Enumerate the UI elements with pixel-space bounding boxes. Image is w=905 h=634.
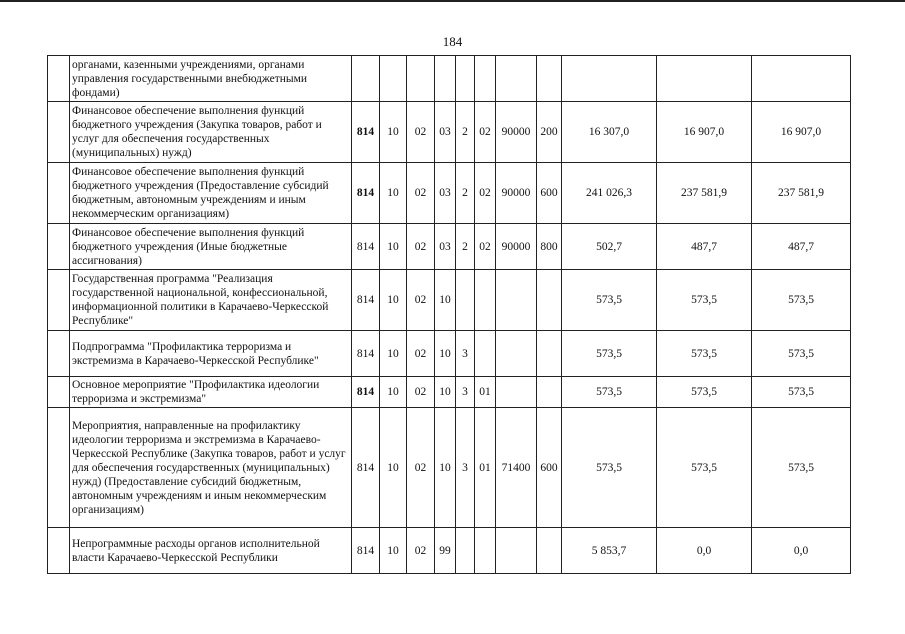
target-code-direction	[496, 331, 537, 377]
row-number-cell	[48, 270, 70, 331]
target-code-direction: 90000	[496, 163, 537, 224]
target-code-activity	[475, 528, 496, 574]
row-name: Финансовое обеспечение выполнения функций бюджетного учреждения (Закупка товаров, работ и услуг для обеспечения государственных (муниципальных) нужд)	[70, 102, 352, 163]
amount-year-3: 16 907,0	[752, 102, 851, 163]
page-top-edge-line	[0, 0, 905, 2]
target-code-program: 10	[435, 331, 456, 377]
target-code-direction	[496, 56, 537, 102]
ved-code: 814	[352, 331, 380, 377]
target-code-direction	[496, 270, 537, 331]
target-code-activity: 01	[475, 377, 496, 408]
ved-code: 814	[352, 528, 380, 574]
target-code-direction: 90000	[496, 102, 537, 163]
target-code-subprogram	[456, 56, 475, 102]
table-row	[48, 270, 851, 331]
subsection-code: 02	[407, 102, 435, 163]
amount-year-2	[657, 56, 752, 102]
target-code-activity: 01	[475, 408, 496, 528]
target-code-activity: 02	[475, 224, 496, 270]
ved-code: 814	[352, 102, 380, 163]
row-number-cell	[48, 331, 70, 377]
row-number-cell	[48, 224, 70, 270]
row-name: Финансовое обеспечение выполнения функций бюджетного учреждения (Иные бюджетные ассигнования)	[70, 224, 352, 270]
amount-year-3: 573,5	[752, 377, 851, 408]
table-row	[48, 102, 851, 163]
ved-code: 814	[352, 408, 380, 528]
amount-year-2: 237 581,9	[657, 163, 752, 224]
row-number-cell	[48, 408, 70, 528]
row-number-cell	[48, 102, 70, 163]
target-code-subprogram: 3	[456, 377, 475, 408]
ved-code: 814	[352, 224, 380, 270]
amount-year-1: 573,5	[562, 270, 657, 331]
table-row	[48, 163, 851, 224]
target-code-subprogram: 2	[456, 224, 475, 270]
amount-year-2: 16 907,0	[657, 102, 752, 163]
target-code-program: 03	[435, 224, 456, 270]
amount-year-1: 573,5	[562, 377, 657, 408]
target-code-subprogram: 2	[456, 163, 475, 224]
section-code: 10	[380, 163, 407, 224]
subsection-code: 02	[407, 270, 435, 331]
amount-year-1: 241 026,3	[562, 163, 657, 224]
expense-type-code: 600	[537, 408, 562, 528]
amount-year-1: 5 853,7	[562, 528, 657, 574]
target-code-program: 10	[435, 270, 456, 331]
amount-year-3: 573,5	[752, 331, 851, 377]
ved-code	[352, 56, 380, 102]
target-code-subprogram	[456, 270, 475, 331]
subsection-code: 02	[407, 163, 435, 224]
section-code: 10	[380, 408, 407, 528]
expense-type-code: 800	[537, 224, 562, 270]
amount-year-2: 573,5	[657, 377, 752, 408]
row-number-cell	[48, 377, 70, 408]
subsection-code: 02	[407, 528, 435, 574]
target-code-activity: 02	[475, 102, 496, 163]
ved-code: 814	[352, 270, 380, 331]
target-code-program: 03	[435, 163, 456, 224]
target-code-subprogram: 3	[456, 331, 475, 377]
row-name: Государственная программа "Реализация государственной национальной, конфессиональной, информационной политики в Карачаево-Черкесской Республике"	[70, 270, 352, 331]
expense-type-code	[537, 270, 562, 331]
amount-year-2: 573,5	[657, 270, 752, 331]
target-code-program: 99	[435, 528, 456, 574]
amount-year-2: 487,7	[657, 224, 752, 270]
row-number-cell	[48, 163, 70, 224]
table-row	[48, 377, 851, 408]
page-number: 184	[442, 34, 463, 49]
amount-year-1: 573,5	[562, 408, 657, 528]
expense-type-code	[537, 56, 562, 102]
section-code: 10	[380, 270, 407, 331]
amount-year-1	[562, 56, 657, 102]
expense-type-code	[537, 528, 562, 574]
target-code-direction	[496, 377, 537, 408]
target-code-activity	[475, 331, 496, 377]
row-name: органами, казенными учреждениями, органами управления государственными внебюджетными фондами)	[70, 56, 352, 102]
budget-table	[47, 55, 851, 574]
target-code-subprogram: 3	[456, 408, 475, 528]
target-code-program	[435, 56, 456, 102]
table-row	[48, 528, 851, 574]
amount-year-1: 16 307,0	[562, 102, 657, 163]
expense-type-code	[537, 377, 562, 408]
table-row	[48, 331, 851, 377]
amount-year-2: 573,5	[657, 408, 752, 528]
table-row	[48, 408, 851, 528]
amount-year-2: 573,5	[657, 331, 752, 377]
target-code-direction	[496, 528, 537, 574]
amount-year-2: 0,0	[657, 528, 752, 574]
ved-code: 814	[352, 163, 380, 224]
subsection-code: 02	[407, 377, 435, 408]
section-code: 10	[380, 377, 407, 408]
section-code: 10	[380, 224, 407, 270]
target-code-program: 03	[435, 102, 456, 163]
target-code-activity	[475, 270, 496, 331]
section-code: 10	[380, 528, 407, 574]
table-row	[48, 224, 851, 270]
amount-year-3	[752, 56, 851, 102]
section-code: 10	[380, 331, 407, 377]
section-code	[380, 56, 407, 102]
section-code: 10	[380, 102, 407, 163]
target-code-program: 10	[435, 408, 456, 528]
row-name: Непрограммные расходы органов исполнительной власти Карачаево-Черкесской Республики	[70, 528, 352, 574]
row-name: Основное мероприятие "Профилактика идеологии терроризма и экстремизма"	[70, 377, 352, 408]
amount-year-3: 573,5	[752, 270, 851, 331]
subsection-code: 02	[407, 224, 435, 270]
row-number-cell	[48, 528, 70, 574]
row-number-cell	[48, 56, 70, 102]
expense-type-code: 200	[537, 102, 562, 163]
subsection-code: 02	[407, 331, 435, 377]
target-code-activity: 02	[475, 163, 496, 224]
amount-year-1: 573,5	[562, 331, 657, 377]
ved-code: 814	[352, 377, 380, 408]
expense-type-code	[537, 331, 562, 377]
target-code-program: 10	[435, 377, 456, 408]
amount-year-1: 502,7	[562, 224, 657, 270]
amount-year-3: 0,0	[752, 528, 851, 574]
target-code-subprogram	[456, 528, 475, 574]
subsection-code: 02	[407, 408, 435, 528]
target-code-direction: 71400	[496, 408, 537, 528]
expense-type-code: 600	[537, 163, 562, 224]
amount-year-3: 487,7	[752, 224, 851, 270]
row-name: Мероприятия, направленные на профилактику идеологии терроризма и экстремизма в Карачаево-Черкесской Республике (Закупка товаров, работ и услуг для обеспечения государственных (муниципальных) нужд) (Предоставление субсидий бюджетным, автономным учреждениям и иным некоммерческим организациям)	[70, 408, 352, 528]
target-code-direction: 90000	[496, 224, 537, 270]
row-name: Подпрограмма "Профилактика терроризма и экстремизма в Карачаево-Черкесской Республике"	[70, 331, 352, 377]
target-code-activity	[475, 56, 496, 102]
row-name: Финансовое обеспечение выполнения функций бюджетного учреждения (Предоставление субсидий бюджетным, автономным учреждениям и иным некоммерческим организациям)	[70, 163, 352, 224]
amount-year-3: 573,5	[752, 408, 851, 528]
table-row	[48, 56, 851, 102]
target-code-subprogram: 2	[456, 102, 475, 163]
amount-year-3: 237 581,9	[752, 163, 851, 224]
subsection-code	[407, 56, 435, 102]
